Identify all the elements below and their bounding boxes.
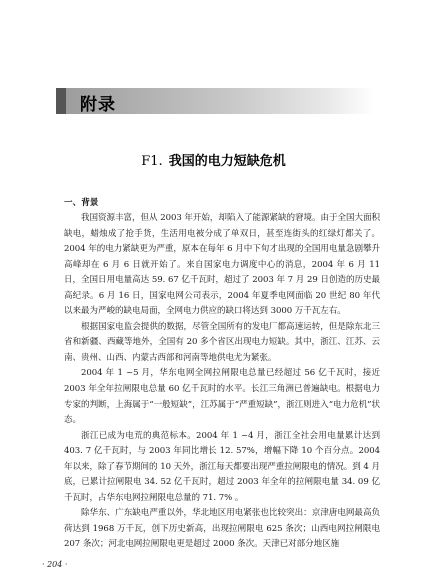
page-number: · 204 ·: [42, 560, 68, 569]
appendix-title: 附录: [80, 95, 116, 115]
banner-accent-bar: [56, 88, 66, 114]
paragraph: 根据国家电监会提供的数据，尽管全国所有的发电厂都高速运转，但是除东北三省和新疆、西藏等地外，全国有 20 多个省区出现电力短缺。其中，浙江、江苏、云南、贵州、山西、内蒙古西部和河南等地供电尤为紧张。: [64, 321, 380, 363]
section-number: F1.: [141, 154, 163, 169]
body-text: [64, 211, 380, 553]
paragraph: 我国资源丰富，但从 2003 年开始，却陷入了能源紧缺的窘境。由于全国大面积缺电，蜡烛成了抢手货，生活用电被分成了单双日，甚至连街头的红绿灯都关了。2004 年的电力紧缺更为严重，原本在每年 6 月中下旬才出现的全国用电量急剧攀升高峰却在 6 月 6 日就开始了。来自国家电力调度中心的消息，2004 年 6 月 11 日，全国日用电量高达 59. 67 亿千瓦时，超过了 2003 年 7 月 29 日创造的历史最高纪录。6 月 16 日，国家电网公司表示，2004 年夏季电网面临 20 世纪 80 年代以来最为严峻的缺电局面，全网电力供应的缺口将达到 3000 万千瓦左右。: [64, 213, 380, 317]
subsection-heading: 一、背景: [64, 198, 99, 208]
section-title-text: 我国的电力短缺危机: [168, 154, 286, 169]
paragraph: 浙江已成为电荒的典范标本。2004 年 1 ~4 月，浙江全社会用电量累计达到 403. 7 亿千瓦时，与 2003 年同比增长 12. 57%，增幅下降 10 个百分点。2004 年以来，除了春节期间的 10 天外，浙江每天都要出现严重拉闸限电的情况。到 4 月底，已累计拉闸限电 34. 52 亿千瓦时，超过 2003 年全年的拉闸限电量 34. 09 亿千瓦时，占华东电网拉闸限电总量的 71. 7% 。: [64, 430, 380, 503]
paragraph: 除华东、广东缺电严重以外，华北地区用电紧张也比较突出：京津唐电网最高负荷达到 1968 万千瓦，创下历史新高，出现拉闸限电 625 条次；山西电网拉闸限电 207 条次；河北电网拉闸限电更是超过 2000 条次。天津已对部分地区施: [64, 508, 380, 550]
section-title: [0, 150, 427, 169]
paragraph: 2004 年 1 ~5 月，华东电网全网拉闸限电总量已经超过 56 亿千瓦时，接近 2003 年全年拉闸限电总量 60 亿千瓦时的水平。长江三角洲已普遍缺电。根据电力专家的判断，上海属于“一般短缺”，江苏属于“严重短缺”，浙江则进入“电力危机”状态。: [64, 368, 380, 426]
